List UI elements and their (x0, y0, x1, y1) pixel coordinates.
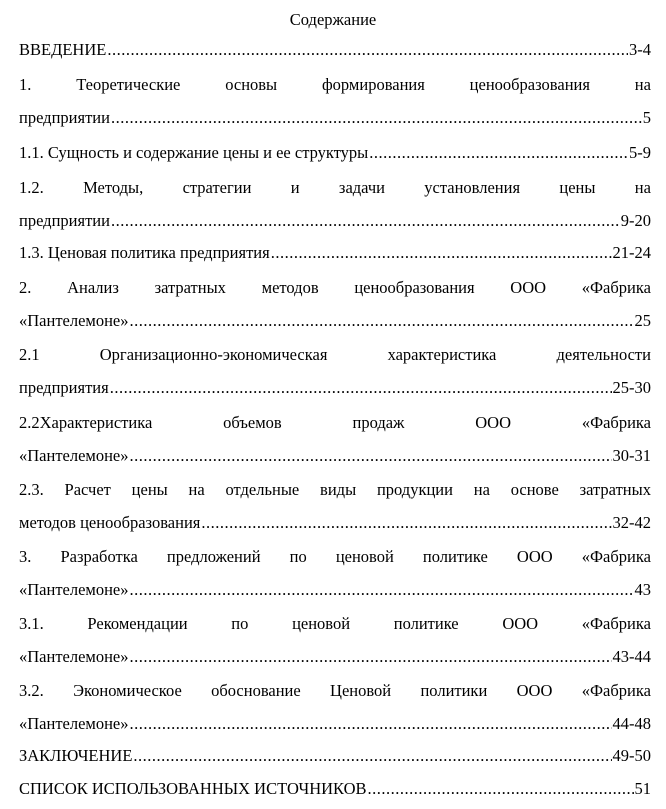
toc-entry (19, 75, 651, 128)
toc-line (19, 580, 651, 600)
toc-line (19, 513, 651, 533)
toc-entry (19, 480, 651, 533)
page-number: 43-44 (612, 647, 651, 666)
toc-entry-title: методов ценообразования (19, 513, 201, 532)
toc-entry (19, 681, 651, 734)
toc-word: продаж (352, 413, 405, 432)
toc-word: политике (422, 547, 488, 566)
toc-word: методов (261, 278, 319, 297)
toc-entry (19, 345, 651, 398)
toc-word: 3. (19, 547, 32, 566)
toc-word: основы (225, 75, 278, 94)
toc-line (19, 413, 651, 433)
toc-entry-title: предприятии (19, 108, 110, 127)
page-number: 30-31 (612, 446, 651, 465)
page-number: 32-42 (612, 513, 651, 532)
toc-word: 2. (19, 278, 32, 297)
toc-word: 2.1 (19, 345, 40, 364)
page-number: 5-9 (629, 143, 651, 162)
toc-word: ценовой (335, 547, 394, 566)
toc-line (19, 480, 651, 500)
toc-line (19, 143, 651, 163)
toc-word: Организационно-экономическая (99, 345, 328, 364)
dot-leader (130, 714, 612, 734)
toc-word: Теоретические (76, 75, 181, 94)
toc-word: отдельные (225, 480, 300, 499)
toc-word: Разработка (60, 547, 138, 566)
toc-word: обоснование (211, 681, 301, 700)
toc-line (19, 779, 651, 799)
toc-word: ООО (516, 547, 553, 566)
page-number: 51 (634, 779, 651, 798)
page-number: 3-4 (629, 40, 651, 59)
toc-word: цены (559, 178, 596, 197)
toc-word: «Фабрика (581, 413, 651, 432)
toc-line (19, 345, 651, 365)
dot-leader (130, 311, 634, 331)
toc-entry-title: ЗАКЛЮЧЕНИЕ (19, 746, 133, 765)
toc-line (19, 446, 651, 466)
toc-word: Экономическое (73, 681, 182, 700)
toc-entry (19, 547, 651, 600)
toc-entry (19, 178, 651, 231)
toc-entry-title: предприятии (19, 211, 110, 230)
toc-word: виды (320, 480, 357, 499)
toc-word: цены (131, 480, 168, 499)
toc-line (19, 108, 651, 128)
toc-word: характеристика (387, 345, 497, 364)
toc-word: Расчет (64, 480, 111, 499)
toc-line (19, 547, 651, 567)
toc-entry (19, 278, 651, 331)
toc-word: на (473, 480, 490, 499)
dot-leader (368, 779, 634, 799)
dot-leader (133, 746, 611, 766)
page-number: 49-50 (612, 746, 651, 765)
toc-word: «Фабрика (581, 614, 651, 633)
toc-word: на (634, 178, 651, 197)
toc-word: 1.2. (19, 178, 44, 197)
toc-line (19, 746, 651, 766)
toc-word: на (188, 480, 205, 499)
toc-word: ценообразования (354, 278, 475, 297)
dot-leader (130, 446, 612, 466)
toc-word: на (634, 75, 651, 94)
toc-entry-title: «Пантелемоне» (19, 580, 129, 599)
toc-line (19, 40, 651, 60)
toc-line (19, 614, 651, 634)
toc-word: политики (420, 681, 488, 700)
toc-line (19, 178, 651, 198)
toc-word: «Фабрика (581, 278, 651, 297)
toc-word: «Фабрика (581, 547, 651, 566)
toc-word: ООО (516, 681, 553, 700)
toc-entry (19, 40, 651, 60)
toc-word: ценообразования (469, 75, 590, 94)
toc-word: объемов (223, 413, 282, 432)
dot-leader (111, 108, 642, 128)
toc-line (19, 647, 651, 667)
toc-entry-title: «Пантелемоне» (19, 647, 129, 666)
toc-word: 2.2Характеристика (19, 413, 153, 432)
dot-leader (130, 647, 612, 667)
toc-entry-title: «Пантелемоне» (19, 714, 129, 733)
toc-word: 3.1. (19, 614, 44, 633)
page-number: 43 (634, 580, 651, 599)
toc-word: Ценовой (330, 681, 392, 700)
page-number: 9-20 (620, 211, 651, 230)
toc-word: затратных (154, 278, 226, 297)
page-number: 25 (634, 311, 651, 330)
toc-line (19, 211, 651, 231)
toc-entry (19, 746, 651, 766)
toc-word: ООО (475, 413, 512, 432)
toc-word: и (290, 178, 300, 197)
page-number: 44-48 (612, 714, 651, 733)
toc-line (19, 714, 651, 734)
dot-leader (110, 378, 612, 398)
toc-entry-title: «Пантелемоне» (19, 446, 129, 465)
toc-word: установления (424, 178, 521, 197)
toc-entry-title: ВВЕДЕНИЕ (19, 40, 107, 59)
dot-leader (111, 211, 620, 231)
toc-entry (19, 243, 651, 263)
toc-line (19, 378, 651, 398)
toc-word: ООО (502, 614, 539, 633)
dot-leader (107, 40, 628, 60)
toc-word: продукции (376, 480, 453, 499)
toc-word: политике (393, 614, 459, 633)
toc-word: Рекомендации (87, 614, 188, 633)
toc-word: ценовой (292, 614, 351, 633)
page-number: 21-24 (612, 243, 651, 262)
toc-entry (19, 614, 651, 667)
toc-word: деятельности (556, 345, 651, 364)
toc-word: по (289, 547, 307, 566)
toc-word: предложений (166, 547, 261, 566)
toc-word: 2.3. (19, 480, 44, 499)
toc-line (19, 243, 651, 263)
page-title: Содержание (289, 10, 377, 29)
toc-word: по (231, 614, 249, 633)
toc-word: стратегии (182, 178, 252, 197)
toc-entry-title: 1.3. Ценовая политика предприятия (19, 243, 270, 262)
dot-leader (271, 243, 612, 263)
toc-word: Методы, (83, 178, 144, 197)
toc-entry (19, 143, 651, 163)
toc-word: задачи (338, 178, 385, 197)
toc-word: формирования (321, 75, 425, 94)
toc-line (19, 278, 651, 298)
toc-entry-title: 1.1. Сущность и содержание цены и ее структуры (19, 143, 369, 162)
toc-line (19, 311, 651, 331)
page-number: 5 (642, 108, 651, 127)
toc-entry-title: СПИСОК ИСПОЛЬЗОВАННЫХ ИСТОЧНИКОВ (19, 779, 367, 798)
toc-word: «Фабрика (581, 681, 651, 700)
toc-entry (19, 779, 651, 799)
page-number: 25-30 (612, 378, 651, 397)
toc-word: ООО (510, 278, 547, 297)
toc-entry-title: «Пантелемоне» (19, 311, 129, 330)
toc-line (19, 75, 651, 95)
toc-line (19, 681, 651, 701)
toc-entry-title: предприятия (19, 378, 109, 397)
toc-word: Анализ (67, 278, 119, 297)
toc-entry (19, 413, 651, 466)
dot-leader (130, 580, 634, 600)
dot-leader (201, 513, 611, 533)
toc-word: 1. (19, 75, 32, 94)
toc-word: 3.2. (19, 681, 44, 700)
toc-word: основе (510, 480, 559, 499)
toc-word: затратных (579, 480, 651, 499)
dot-leader (369, 143, 628, 163)
